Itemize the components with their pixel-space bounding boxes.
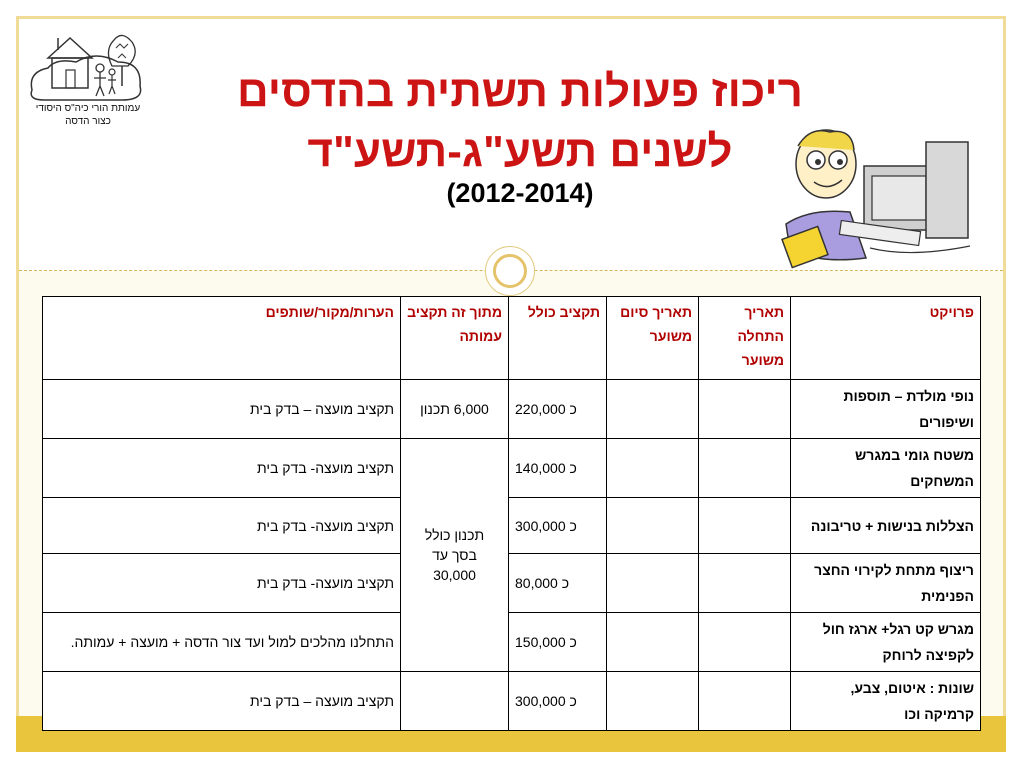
cell-start: [699, 498, 791, 554]
merged-portion-line1: תכנון כולל: [424, 527, 485, 543]
cell-portion-merged: [401, 439, 509, 672]
header-portion: מתוך זה תקציב עמותה: [401, 297, 509, 380]
cell-start: [699, 613, 791, 672]
cell-project: הצללות בנישות + טריבונה: [791, 498, 981, 554]
table-row: [43, 498, 981, 554]
cell-end: [607, 380, 699, 439]
title-line-2: לשנים תשע"ג-תשע"ד: [307, 127, 733, 176]
cell-project: ריצוף מתחת לקירוי החצר הפנימית: [791, 554, 981, 613]
cell-end: [607, 498, 699, 554]
header-end-date: תאריך סיום משוער: [607, 297, 699, 380]
cell-notes: תקציב מועצה- בדק בית: [43, 439, 401, 498]
logo-text-line1: עמותת הורי כיה"ס היסודי: [35, 103, 141, 114]
table-row: [43, 380, 981, 439]
circle-ornament-icon: [485, 246, 535, 296]
cell-notes: התחלנו מהלכים למול ועד צור הדסה + מועצה + עמותה.: [43, 613, 401, 672]
cell-start: [699, 554, 791, 613]
cell-end: [607, 554, 699, 613]
slide-title: [160, 62, 880, 182]
cell-notes: תקציב מועצה – בדק בית: [43, 672, 401, 731]
cell-notes: תקציב מועצה – בדק בית: [43, 380, 401, 439]
header-start-date: תאריך התחלה משוער: [699, 297, 791, 380]
merged-portion-line2: בסך עד: [432, 547, 477, 563]
cell-total: כ 140,000: [509, 439, 607, 498]
cell-total: כ 150,000: [509, 613, 607, 672]
cell-start: [699, 439, 791, 498]
cell-end: [607, 439, 699, 498]
header-notes: הערות/מקור/שותפים: [43, 297, 401, 380]
logo-text-line2: כצור הדסה: [65, 116, 111, 127]
cell-notes: תקציב מועצה- בדק בית: [43, 498, 401, 554]
cell-end: [607, 613, 699, 672]
table-header-row: [43, 297, 981, 380]
slide-subtitle: (2012-2014): [446, 178, 594, 208]
table-row: [43, 439, 981, 498]
cell-start: [699, 672, 791, 731]
cell-project: שונות : איטום, צבע, קרמיקה וכו: [791, 672, 981, 731]
cell-notes: תקציב מועצה- בדק בית: [43, 554, 401, 613]
cell-project: משטח גומי במגרש המשחקים: [791, 439, 981, 498]
cell-portion: [401, 672, 509, 731]
cell-start: [699, 380, 791, 439]
boy-computer-icon: [780, 128, 976, 270]
cell-total: כ 80,000: [509, 554, 607, 613]
logo-caption: [26, 102, 150, 128]
cell-portion: 6,000 תכנון: [401, 380, 509, 439]
table-row: [43, 554, 981, 613]
cell-end: [607, 672, 699, 731]
cell-total: כ 300,000: [509, 498, 607, 554]
cell-project: נופי מולדת – תוספות ושיפורים: [791, 380, 981, 439]
header-project: פרויקט: [791, 297, 981, 380]
projects-table: [42, 296, 981, 731]
cell-total: כ 300,000: [509, 672, 607, 731]
title-line-1: ריכוז פעולות תשתית בהדסים: [237, 67, 803, 116]
table-row: [43, 672, 981, 731]
merged-portion-line3: 30,000: [433, 567, 476, 583]
cell-project: מגרש קט רגל+ ארגז חול לקפיצה לרוחק: [791, 613, 981, 672]
table-row: [43, 613, 981, 672]
cell-total: כ 220,000: [509, 380, 607, 439]
header-total-budget: תקציב כולל: [509, 297, 607, 380]
